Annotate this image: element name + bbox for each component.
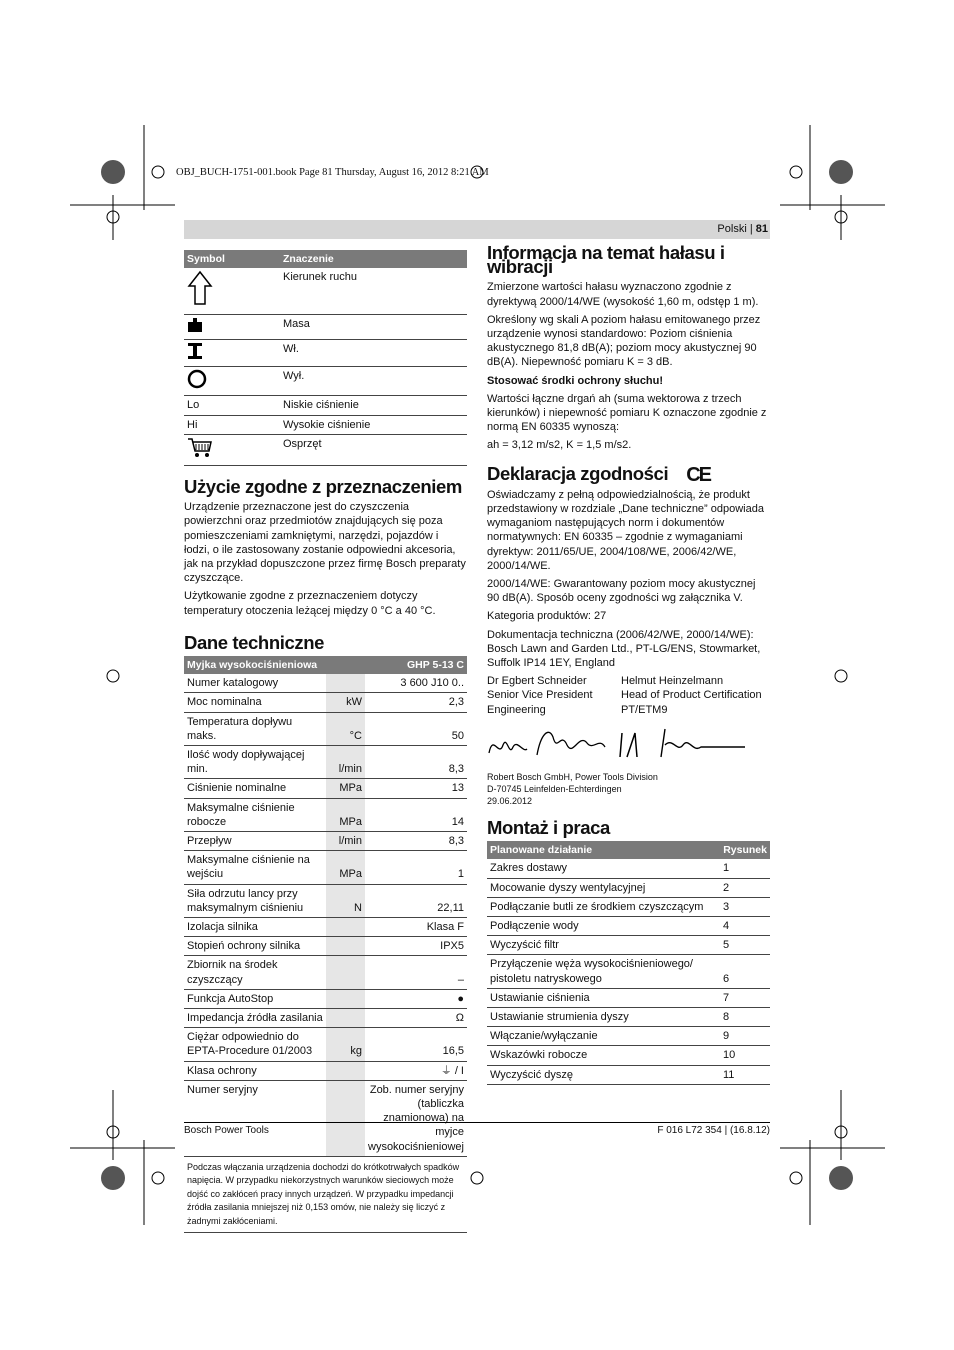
print-header: OBJ_BUCH-1751-001.book Page 81 Thursday, August 16, 2012 8:21 AM xyxy=(176,167,489,178)
weight-icon xyxy=(187,324,203,336)
conformity-paragraph: Oświadczamy z pełną odpowiedzialnością, że produkt przedstawiony w rozdziale „Dane techniczne” odpowiada wymaganiom następujących norm i dokumentów normatywnych: EN 60335 – zgodnie z wymaganiami dyrektyw: 2011/65/UE, 2004/108/WE, 2006/42/WE, 2000/14/WE. xyxy=(487,488,764,572)
table-row: Ciężar odpowiednio do EPTA-Procedure 01/2003 kg 16,5 xyxy=(184,1028,467,1061)
use-title: Użycie zgodne z przeznaczeniem xyxy=(184,475,462,497)
use-paragraph: Użytkowanie zgodne z przeznaczeniem dotyczy temperatury otoczenia leżącej między 0 °C a 40 °C. xyxy=(184,590,436,617)
conformity-paragraph: Kategoria produktów: 27 xyxy=(487,610,607,623)
table-row: Zakres dostawy 1 xyxy=(487,859,770,878)
meaning-header: Znaczenie xyxy=(280,250,467,268)
power-on-icon xyxy=(187,351,203,363)
noise-paragraph: Zmierzone wartości hałasu wyznaczono zgodnie z dyrektywą 2000/14/WE (wysokość 1,60 m, odstęp 1 m). xyxy=(487,281,759,308)
table-row: Podłączenie wody 4 xyxy=(487,916,770,935)
cart-icon xyxy=(187,450,213,462)
table-row: Wskazówki robocze 10 xyxy=(487,1046,770,1065)
power-off-icon xyxy=(187,380,207,392)
conformity-paragraph: Dokumentacja techniczna (2006/42/WE, 2000/14/WE): Bosch Lawn and Garden Ltd., PT-LG/ENS, Stowmarket, Suffolk IP14 1EY, England xyxy=(487,628,761,670)
table-row: Masa xyxy=(184,314,467,339)
table-row: Numer seryjny Zob. numer seryjny (tabliczka znamionowa) na myjce wysokociśnieniowej xyxy=(184,1080,467,1156)
table-row: Przyłączenie węża wysokociśnieniowego/ pistoletu natryskowego 6 xyxy=(487,955,770,988)
table-row: Klasa ochrony ⏚ / I xyxy=(184,1061,467,1080)
table-row: Wyczyścić filtr 5 xyxy=(487,936,770,955)
page-header-bar xyxy=(184,220,770,239)
table-row: Ilość wody dopływającej min. l/min 8,3 xyxy=(184,745,467,778)
page-number: 81 xyxy=(755,223,768,235)
noise-paragraph: Wartości łączne drgań ah (suma wektorowa z trzech kierunków) i niepewność pomiaru K oznaczone zgodnie z normą EN 60335 wynoszą: xyxy=(487,392,767,434)
signers: Dr Egbert Schneider Senior Vice President Engineering Helmut Heinzelmann Head of Product Certification PT/ETM9 xyxy=(487,675,762,716)
assembly-table xyxy=(487,841,770,1085)
tech-title: Dane techniczne xyxy=(184,631,324,653)
tech-header-left: Myjka wysokociśnieniowa xyxy=(184,656,365,674)
table-row: Stopień ochrony silnika IPX5 xyxy=(184,937,467,956)
arrow-up-icon xyxy=(187,297,213,309)
table-row: Maksymalne ciśnienie na wejściu MPa 1 xyxy=(184,851,467,884)
right-column xyxy=(487,242,770,1085)
table-row: Temperatura dopływu maks. °C 50 xyxy=(184,712,467,745)
noise-paragraph: ah = 3,12 m/s2, K = 1,5 m/s2. xyxy=(487,439,632,452)
table-row: Podłączanie butli ze środkiem czyszczącym 3 xyxy=(487,897,770,916)
table-row: Przepływ l/min 8,3 xyxy=(184,831,467,850)
footer-right: F 016 L72 354 | (16.8.12) xyxy=(657,1125,770,1136)
table-row: Impedancja źródła zasilania Ω xyxy=(184,1009,467,1028)
left-column xyxy=(184,250,467,1233)
table-row: Mocowanie dyszy wentylacyjnej 2 xyxy=(487,878,770,897)
company-line: D-70745 Leinfelden-Echterdingen xyxy=(487,783,622,794)
action-header: Planowane działanie xyxy=(487,841,720,859)
noise-paragraph: Określony wg skali A poziom hałasu emitowanego przez urządzenie wynosi standardowo: Poziom ciśnienia akustycznego 81,8 dB(A); poziom mocy akustycznej 90 dB(A). Niepewność pomiaru K = 3 dB. xyxy=(487,313,761,369)
company-line: 29.06.2012 xyxy=(487,795,533,806)
signatures xyxy=(487,723,770,767)
table-row: Hi Wysokie ciśnienie xyxy=(184,415,467,434)
assembly-title: Montaż i praca xyxy=(487,816,610,838)
table-row: Zbiornik na środek czyszczący – xyxy=(184,956,467,989)
table-row: Moc nominalna kW 2,3 xyxy=(184,693,467,712)
table-row: Wył. xyxy=(184,367,467,396)
table-row: Funkcja AutoStop ● xyxy=(184,989,467,1008)
table-row: Ustawianie strumienia dyszy 8 xyxy=(487,1007,770,1026)
language-label: Polski | xyxy=(717,223,753,235)
conformity-paragraph: 2000/14/WE: Gwarantowany poziom mocy akustycznej 90 dB(A). Sposób oceny zgodności wg załącznika V. xyxy=(487,578,756,605)
table-row: Siła odrzutu lancy przy maksymalnym ciśnieniu N 22,11 xyxy=(184,884,467,917)
conformity-title: Deklaracja zgodności CE xyxy=(487,462,710,486)
footer-rule xyxy=(184,1122,770,1123)
use-paragraph: Urządzenie przeznaczone jest do czyszczenia powierzchni oraz przedmiotów znajdujących się poza pomieszczeniami zamkniętymi, narzędzi, pojazdów i łodzi, o ile zastosowany zostanie odpowiedni akcesoria, jak na przykład dopuszczone przez firmę Bosch preparaty czyszczące. xyxy=(184,501,466,585)
company-line: Robert Bosch GmbH, Power Tools Division xyxy=(487,771,658,782)
tech-table xyxy=(184,656,467,1157)
ce-mark: CE xyxy=(686,463,710,486)
figure-header: Rysunek xyxy=(720,841,770,859)
table-row: Maksymalne ciśnienie robocze MPa 14 xyxy=(184,798,467,831)
table-row: Ciśnienie nominalne MPa 13 xyxy=(184,779,467,798)
table-row: Numer katalogowy 3 600 J10 0.. xyxy=(184,674,467,693)
table-row: Lo Niskie ciśnienie xyxy=(184,396,467,415)
footer-left: Bosch Power Tools xyxy=(184,1125,269,1136)
symbol-header: Symbol xyxy=(184,250,280,268)
tech-header-right: GHP 5-13 C xyxy=(365,656,467,674)
noise-title: Informacja na temat hałasu i wibracji xyxy=(487,242,725,278)
table-row: Ustawianie ciśnienia 7 xyxy=(487,988,770,1007)
table-row: Włączanie/wyłączanie 9 xyxy=(487,1027,770,1046)
symbols-table xyxy=(184,250,467,466)
page-header xyxy=(717,223,768,235)
table-row: Wł. xyxy=(184,339,467,366)
noise-warning: Stosować środki ochrony słuchu! xyxy=(487,374,664,387)
table-row: Wyczyścić dyszę 11 xyxy=(487,1065,770,1084)
table-row: Izolacja silnika Klasa F xyxy=(184,918,467,937)
table-row: Osprzęt xyxy=(184,434,467,465)
tech-note: Podczas włączania urządzenia dochodzi do krótkotrwałych spadków napięcia. W przypadku niekorzystnych warunków sieciowych może dojść co zakłóceń pracy innych urządzeń. W przypadku impedancji źródła zasilania mniejszej niż 0,153 omów, nie należy się liczyć z żadnymi zakłóceniami. xyxy=(184,1157,467,1234)
table-row: Kierunek ruchu xyxy=(184,268,467,314)
